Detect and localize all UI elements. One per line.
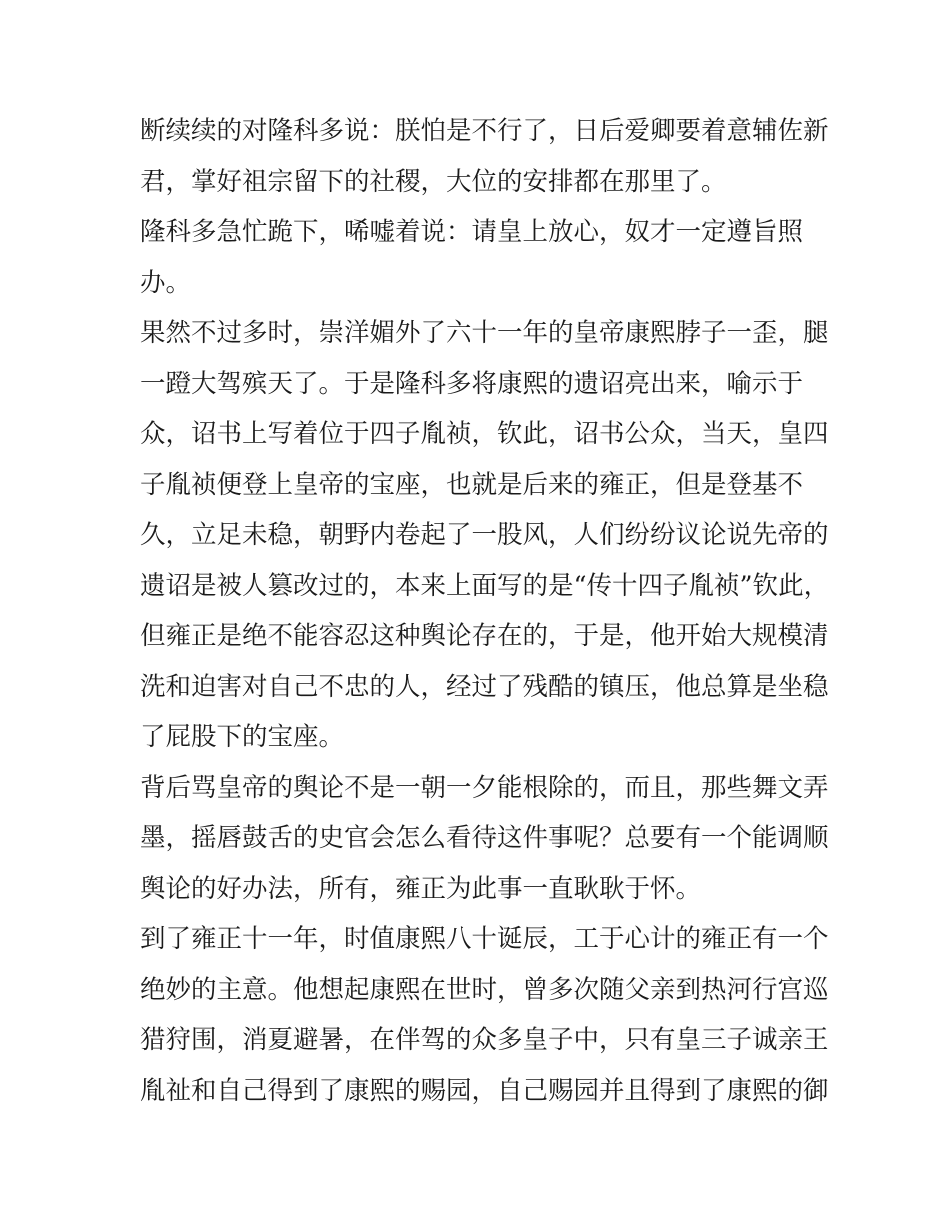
text-line: 洗和迫害对自己不忠的人，经过了残酷的镇压，他总算是坐稳: [140, 671, 829, 702]
text-line: 办。: [140, 267, 192, 298]
text-line: 子胤祯便登上皇帝的宝座，也就是后来的雍正，但是登基不: [140, 469, 804, 500]
text-line: 一蹬大驾殡天了。于是隆科多将康熙的遗诏亮出来，喻示于: [140, 368, 804, 399]
text-line: 遗诏是被人篡改过的，本来上面写的是“传十四子胤祯”钦此，: [140, 570, 830, 601]
text-line: 舆论的好办法，所有，雍正为此事一直耿耿于怀。: [140, 873, 702, 904]
text-line: 背后骂皇帝的舆论不是一朝一夕能根除的，而且，那些舞文弄: [140, 772, 829, 803]
text-line: 了屁股下的宝座。: [140, 722, 345, 752]
text-line: 到了雍正十一年，时值康熙八十诞辰，工于心计的雍正有一个: [140, 924, 829, 954]
text-line: 隆科多急忙跪下，唏嘘着说：请皇上放心，奴才一定遵旨照: [140, 217, 804, 247]
text-line: 绝妙的主意。他想起康熙在世时，曾多次随父亲到热河行宫巡: [140, 974, 829, 1005]
text-line: 但雍正是绝不能容忍这种舆论存在的，于是，他开始大规模清: [140, 621, 829, 651]
text-line: 胤祉和自己得到了康熙的赐园，自己赐园并且得到了康熙的御: [140, 1075, 829, 1106]
document-text: [140, 106, 830, 1116]
text-line: 猎狩围，消夏避暑，在伴驾的众多皇子中，只有皇三子诚亲王: [140, 1025, 829, 1055]
text-line: 久，立足未稳，朝野内卷起了一股风，人们纷纷议论说先帝的: [140, 520, 829, 550]
text-line: 众，诏书上写着位于四子胤祯，钦此，诏书公众，当天，皇四: [140, 419, 829, 449]
text-line: 君，掌好祖宗留下的社稷，大位的安排都在那里了。: [140, 166, 727, 197]
text-line: 断续续的对隆科多说：朕怕是不行了，日后爱卿要着意辅佐新: [140, 116, 829, 146]
text-line: 墨，摇唇鼓舌的史官会怎么看待这件事呢？总要有一个能调顺: [140, 823, 829, 853]
text-line: 果然不过多时，崇洋媚外了六十一年的皇帝康熙脖子一歪，腿: [140, 318, 829, 348]
